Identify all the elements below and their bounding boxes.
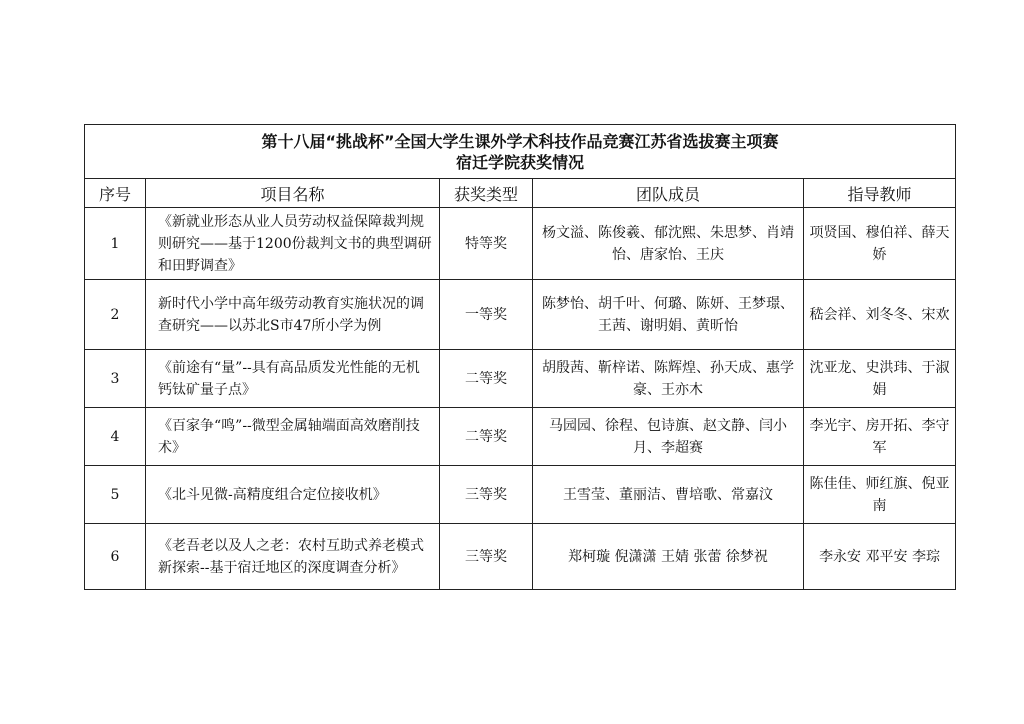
title-row — [85, 125, 956, 179]
project-cell: 《老吾老以及人之老：农村互助式养老模式新探索--基于宿迁地区的深度调查分析》 — [146, 524, 440, 590]
advisor-cell: 李永安 邓平安 李琮 — [804, 524, 956, 590]
award-cell: 三等奖 — [440, 524, 533, 590]
seq-cell: 2 — [85, 280, 146, 350]
seq-cell: 3 — [85, 350, 146, 408]
award-table — [84, 124, 956, 590]
seq-cell: 6 — [85, 524, 146, 590]
table-row — [85, 408, 956, 466]
table-row — [85, 466, 956, 524]
team-cell: 马园园、徐程、包诗旗、赵文静、闫小月、李超赛 — [533, 408, 804, 466]
project-cell: 新时代小学中高年级劳动教育实施状况的调查研究——以苏北S市47所小学为例 — [146, 280, 440, 350]
award-cell: 三等奖 — [440, 466, 533, 524]
header-team: 团队成员 — [533, 179, 804, 208]
header-award: 获奖类型 — [440, 179, 533, 208]
seq-cell: 1 — [85, 208, 146, 280]
seq-cell: 4 — [85, 408, 146, 466]
header-advisor: 指导教师 — [804, 179, 956, 208]
seq-cell: 5 — [85, 466, 146, 524]
team-cell: 胡殷茜、靳梓诺、陈辉煌、孙天成、惠学豪、王亦木 — [533, 350, 804, 408]
award-cell: 特等奖 — [440, 208, 533, 280]
award-cell: 二等奖 — [440, 408, 533, 466]
project-cell: 《百家争“鸣”--微型金属轴端面高效磨削技术》 — [146, 408, 440, 466]
table-row — [85, 280, 956, 350]
advisor-cell: 李光宇、房开拓、李守军 — [804, 408, 956, 466]
table-row — [85, 350, 956, 408]
project-cell: 《北斗见微-高精度组合定位接收机》 — [146, 466, 440, 524]
title-line-2: 宿迁学院获奖情况 — [456, 152, 585, 172]
table-row — [85, 524, 956, 590]
header-row — [85, 179, 956, 208]
team-cell: 杨文溢、陈俊羲、郁沈熙、朱思梦、肖靖怡、唐家怡、王庆 — [533, 208, 804, 280]
advisor-cell: 嵇会祥、刘冬冬、宋欢 — [804, 280, 956, 350]
award-cell: 二等奖 — [440, 350, 533, 408]
team-cell: 郑柯璇 倪潇潇 王婧 张蕾 徐梦祝 — [533, 524, 804, 590]
project-cell: 《前途有“量”--具有高品质发光性能的无机钙钛矿量子点》 — [146, 350, 440, 408]
advisor-cell: 陈佳佳、师红旗、倪亚南 — [804, 466, 956, 524]
team-cell: 王雪莹、董丽洁、曹培歌、常嘉汶 — [533, 466, 804, 524]
award-document — [84, 124, 955, 590]
advisor-cell: 项贤国、穆伯祥、薛天娇 — [804, 208, 956, 280]
table-title — [85, 125, 956, 179]
advisor-cell: 沈亚龙、史洪玮、于淑娟 — [804, 350, 956, 408]
title-line-1: 第十八届“挑战杯”全国大学生课外学术科技作品竞赛江苏省选拔赛主项赛 — [261, 131, 779, 151]
header-seq: 序号 — [85, 179, 146, 208]
team-cell: 陈梦怡、胡千叶、何璐、陈妍、王梦璟、王茜、谢明娟、黄昕怡 — [533, 280, 804, 350]
project-cell: 《新就业形态从业人员劳动权益保障裁判规则研究——基于1200份裁判文书的典型调研和田野调查》 — [146, 208, 440, 280]
award-cell: 一等奖 — [440, 280, 533, 350]
header-project: 项目名称 — [146, 179, 440, 208]
table-row — [85, 208, 956, 280]
